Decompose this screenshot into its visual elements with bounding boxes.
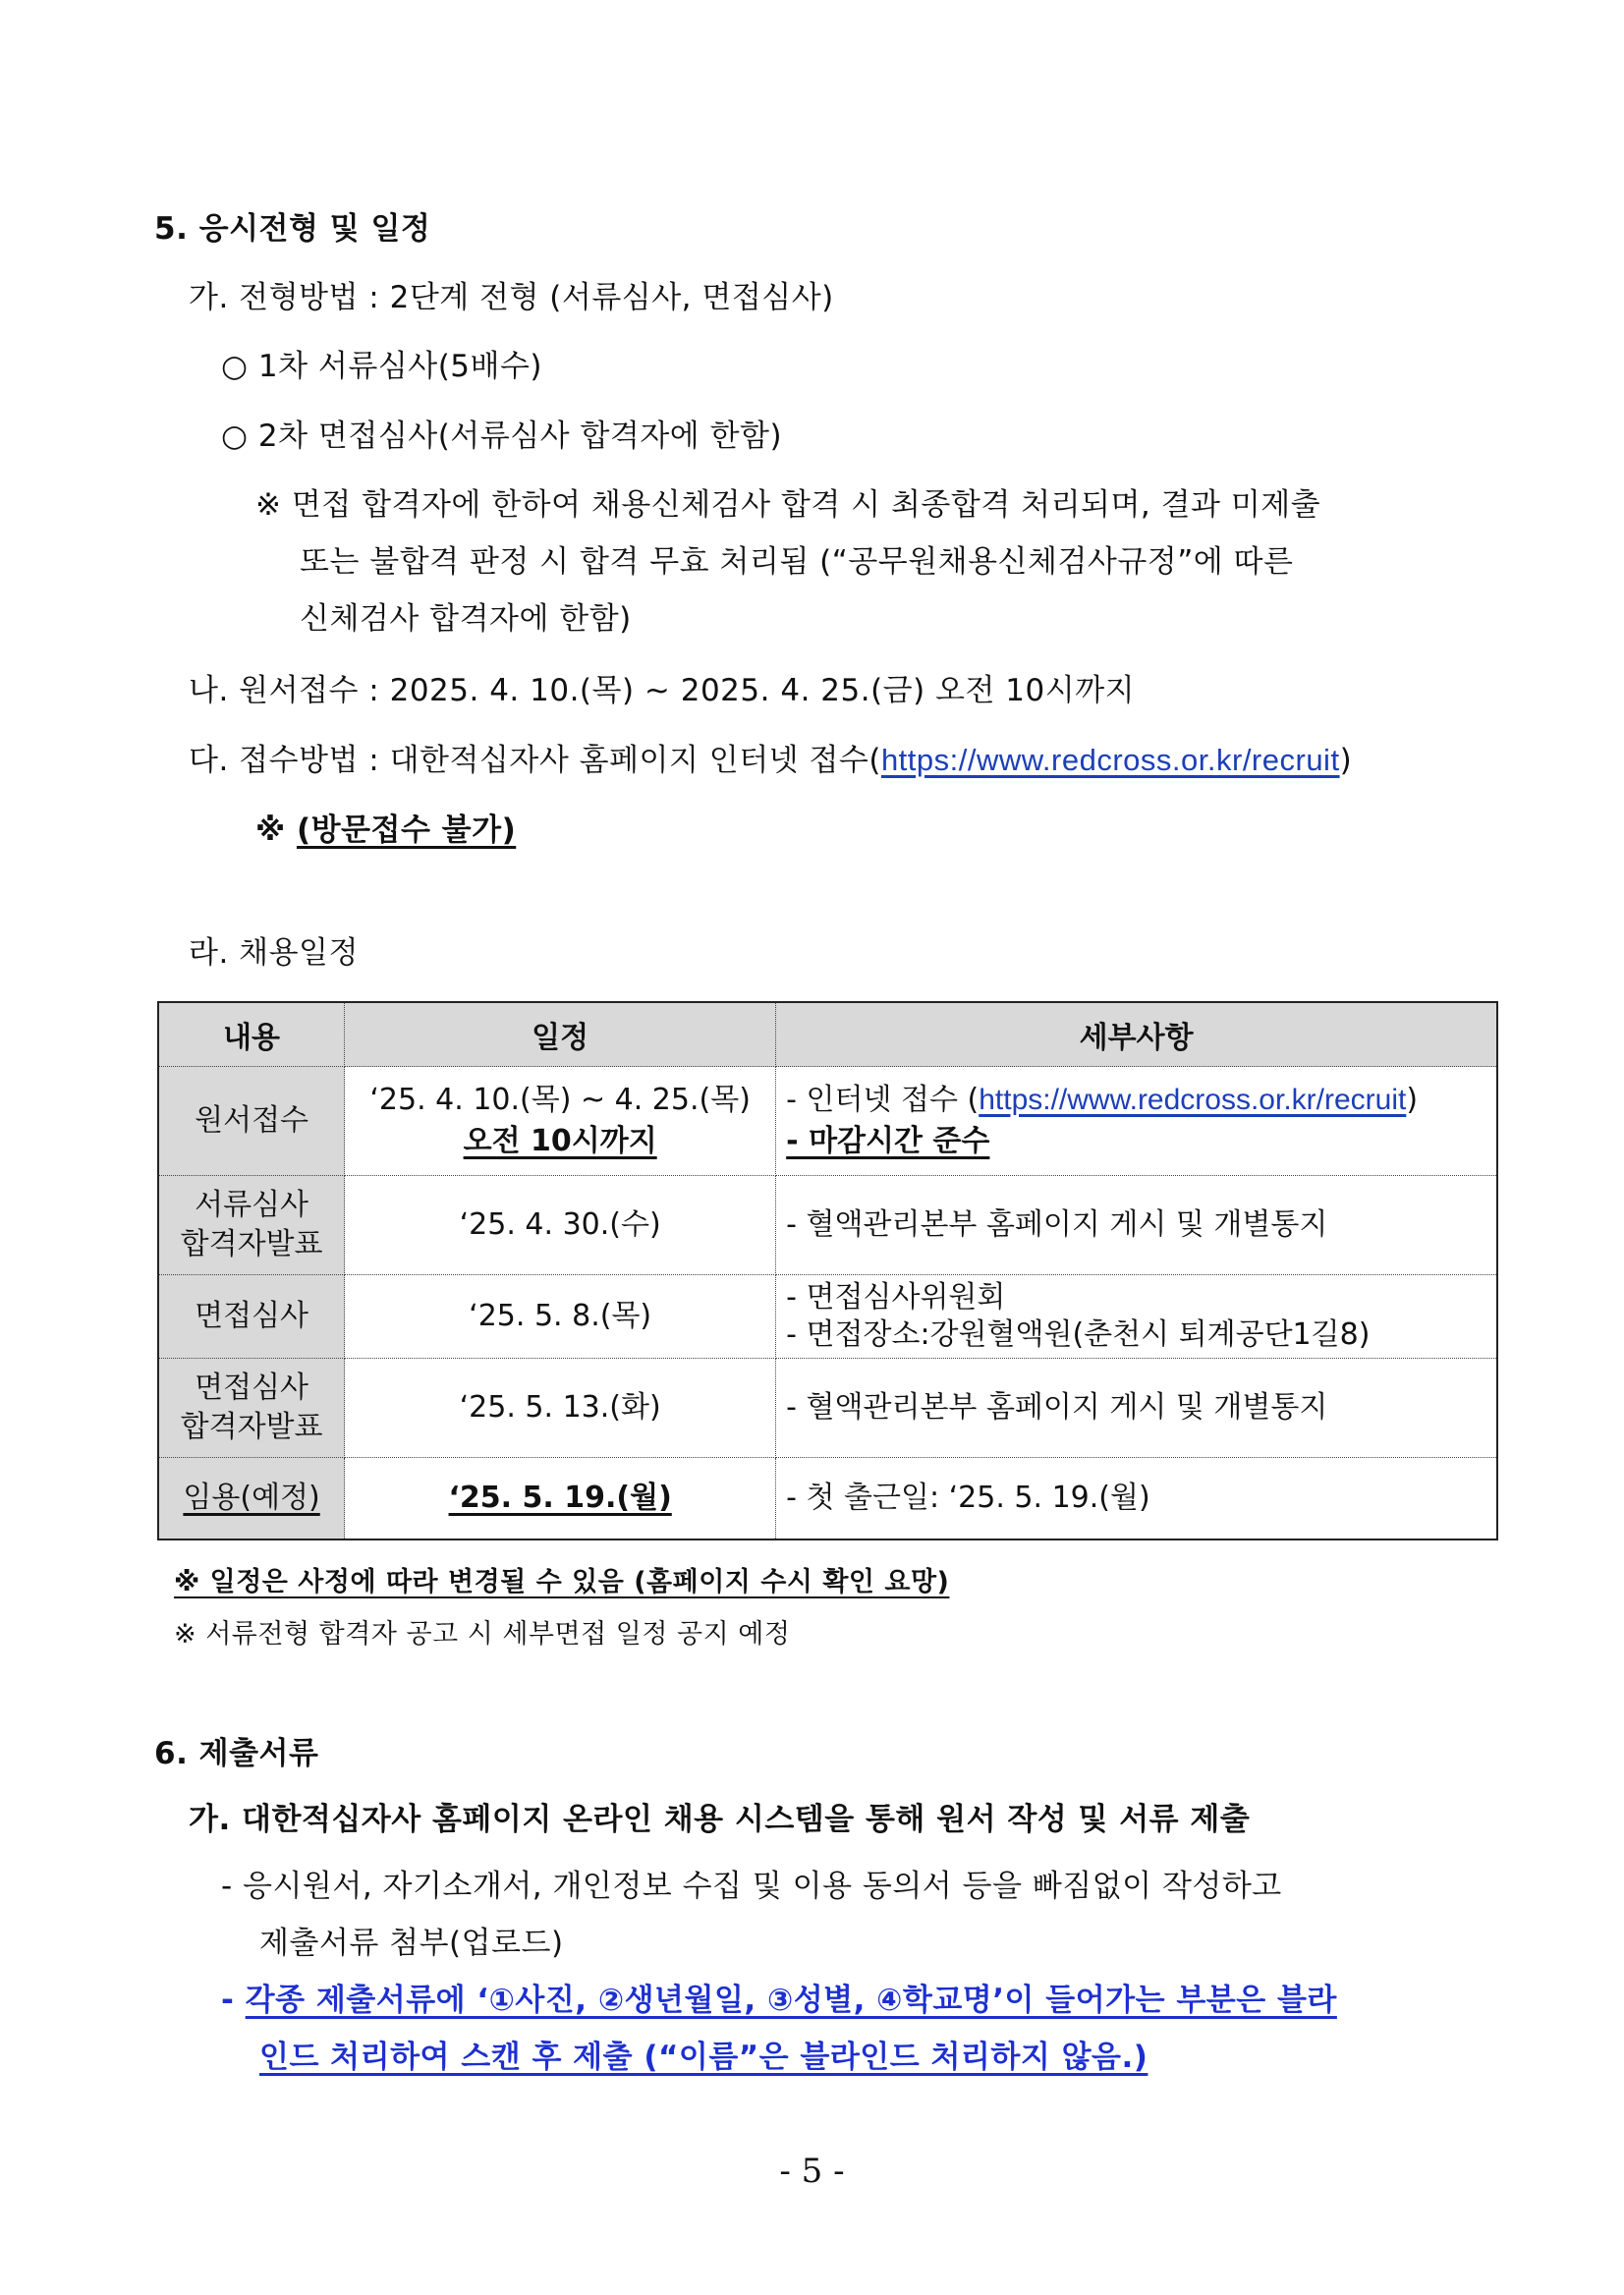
row-details: - 첫 출근일: ‘25. 5. 19.(월) (776, 1458, 1497, 1540)
interview-schedule-note: ※ 서류전형 합격자 공고 시 세부면접 일정 공지 예정 (174, 1619, 791, 1650)
row-details (776, 1275, 1497, 1359)
row-detail-line2: - 면접장소:강원혈액원(춘천시 퇴계공단1길8) (786, 1317, 1371, 1352)
visit-note (255, 811, 516, 850)
header-schedule: 일정 (345, 1002, 776, 1067)
schedule-change-note: ※ 일정은 사정에 따라 변경될 수 있음 (홈페이지 수시 확인 요망) (174, 1567, 950, 1597)
row-detail-line2: - 마감시간 준수 (786, 1124, 990, 1158)
application-period: 나. 원서접수 : 2025. 4. 10.(목) ~ 2025. 4. 25.(금) 오전 10시까지 (189, 673, 1136, 708)
selection-method: 가. 전형방법 : 2단계 전형 (서류심사, 면접심사) (189, 280, 834, 315)
header-details: 세부사항 (776, 1002, 1497, 1067)
detail-suffix: ) (1406, 1083, 1419, 1117)
detail-recruit-link[interactable]: https://www.redcross.or.kr/recruit (979, 1084, 1407, 1116)
stage1-item: ○ 1차 서류심사(5배수) (221, 349, 543, 384)
row-label-line2: 합격자발표 (180, 1227, 323, 1261)
blind-note-line1 (221, 1981, 1337, 2020)
section6-title: 6. 제출서류 (154, 1736, 319, 1771)
row-detail-line1: - 면접심사위원회 (786, 1280, 1006, 1315)
application-method (189, 741, 1352, 780)
table-row (158, 1458, 1497, 1540)
row-details: - 혈액관리본부 홈페이지 게시 및 개별통지 (776, 1176, 1497, 1275)
row-details: - 혈액관리본부 홈페이지 게시 및 개별통지 (776, 1359, 1497, 1458)
visit-note-text: (방문접수 불가) (296, 812, 517, 848)
row-detail-line1 (786, 1080, 1486, 1121)
detail-prefix: - 인터넷 접수 ( (786, 1083, 980, 1117)
schedule-table (157, 1001, 1498, 1540)
application-method-text: 다. 접수방법 : 대한적십자사 홈페이지 인터넷 접수( (189, 743, 881, 778)
medical-note-line3: 신체검사 합격자에 한함) (300, 601, 632, 637)
recruit-link[interactable]: https://www.redcross.or.kr/recruit (880, 743, 1340, 777)
schedule-heading: 라. 채용일정 (189, 935, 359, 971)
page-number: - 5 - (779, 2152, 845, 2191)
row-date: ‘25. 5. 8.(목) (345, 1275, 776, 1359)
header-content: 내용 (158, 1002, 345, 1067)
bullet-dash: - (221, 1983, 246, 2018)
row-label: 임용(예정) (158, 1458, 345, 1540)
row-date-line2: 오전 10시까지 (463, 1124, 657, 1158)
row-details (776, 1067, 1497, 1176)
medical-note-line1: ※ 면접 합격자에 한하여 채용신체검사 합격 시 최종합격 처리되며, 결과 미제출 (255, 487, 1321, 523)
row-date: ‘25. 5. 13.(화) (345, 1359, 776, 1458)
row-label (158, 1359, 345, 1458)
table-row (158, 1067, 1497, 1176)
row-date-line1: ‘25. 4. 10.(목) ~ 4. 25.(목) (369, 1083, 751, 1117)
row-label (158, 1176, 345, 1275)
row-label: 원서접수 (158, 1067, 345, 1176)
table-row (158, 1359, 1497, 1458)
row-label: 면접심사 (158, 1275, 345, 1359)
visit-note-mark: ※ (255, 812, 297, 848)
table-header-row (158, 1002, 1497, 1067)
blind-note-line2: 인드 처리하여 스캔 후 제출 (“이름”은 블라인드 처리하지 않음.) (259, 2040, 1148, 2075)
section5-title: 5. 응시전형 및 일정 (154, 211, 431, 247)
row-date (345, 1067, 776, 1176)
row-label-line1: 면접심사 (195, 1371, 309, 1405)
row-date: ‘25. 4. 30.(수) (345, 1176, 776, 1275)
online-submission: 가. 대한적십자사 홈페이지 온라인 채용 시스템을 통해 원서 작성 및 서류 제출 (189, 1802, 1251, 1837)
row-label-line1: 서류심사 (195, 1188, 309, 1222)
bullet1-line1: - 응시원서, 자기소개서, 개인정보 수집 및 이용 동의서 등을 빠짐없이 작성하고 (221, 1869, 1282, 1904)
table-row (158, 1176, 1497, 1275)
application-method-suffix: ) (1339, 743, 1353, 778)
bullet1-line2: 제출서류 첨부(업로드) (259, 1926, 564, 1961)
row-date: ‘25. 5. 19.(월) (345, 1458, 776, 1540)
stage2-item: ○ 2차 면접심사(서류심사 합격자에 한함) (221, 419, 783, 454)
medical-note-line2: 또는 불합격 판정 시 합격 무효 처리됨 (“공무원채용신체검사규정”에 따른 (300, 544, 1294, 580)
blind-note-text1: 각종 제출서류에 ‘①사진, ②생년월일, ③성별, ④학교명’이 들어가는 부분은 블라 (245, 1983, 1337, 2018)
row-label-line2: 합격자발표 (180, 1410, 323, 1444)
table-row (158, 1275, 1497, 1359)
